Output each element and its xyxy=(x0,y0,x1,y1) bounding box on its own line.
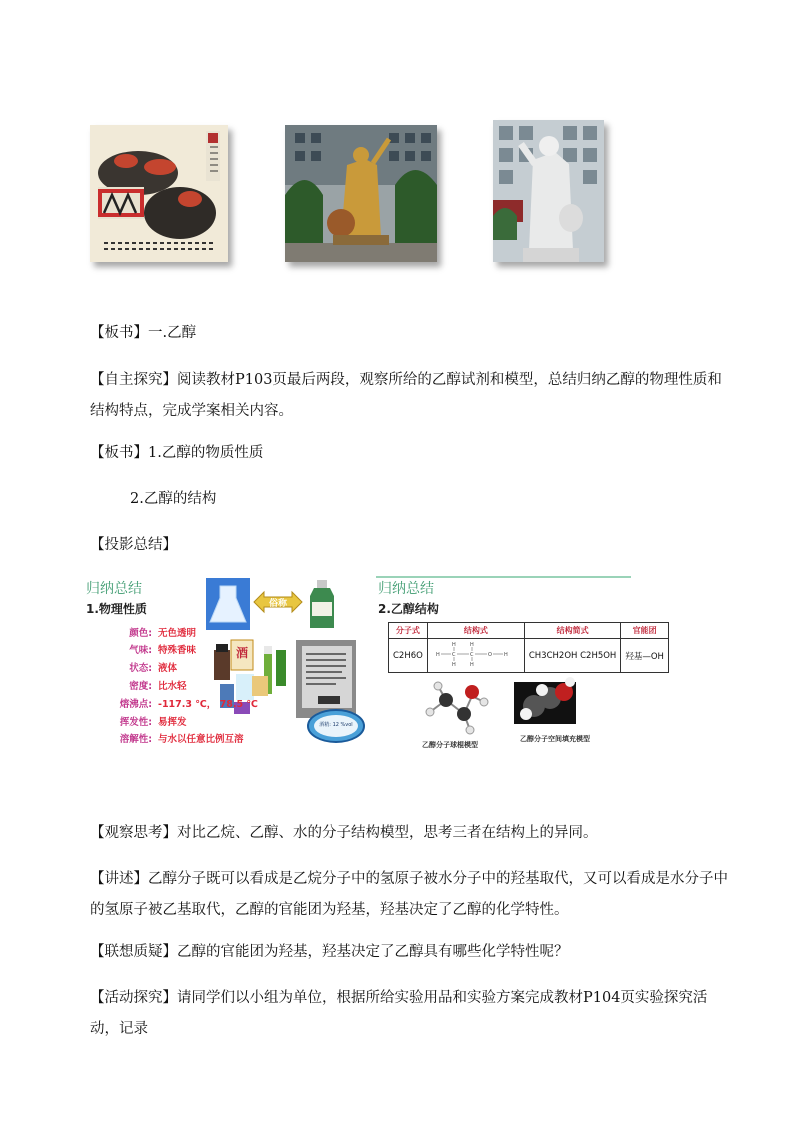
structural-formula-icon xyxy=(432,640,520,668)
paragraph-text: 乙醇分子既可以看成是乙烷分子中的氢原子被水分子中的羟基取代，又可以看成是水分子中的氢原子被乙基取代，乙醇的官能团为羟基，羟基决定了乙醇的化学特性。 xyxy=(90,871,728,918)
liquor-label-text: 酒 xyxy=(235,646,248,660)
board-item-2-paragraph xyxy=(130,484,770,515)
golden-statue-photo xyxy=(285,125,437,262)
table-header: 分子式 xyxy=(389,623,428,639)
question-paragraph xyxy=(90,937,730,968)
lecture-paragraph xyxy=(90,864,730,926)
self-study-paragraph xyxy=(90,365,730,427)
paragraph-text: 请同学们以小组为单位，根据所给实验用品和实验方案完成教材P104页实验探究活动，记录 xyxy=(90,990,708,1037)
projection-summary-paragraph xyxy=(90,530,730,561)
observation-paragraph xyxy=(90,818,730,849)
simplified-formula-cell: CH3CH2OH C2H5OH xyxy=(524,639,620,673)
prop-state: 状态: 液体 xyxy=(129,663,178,674)
paragraph-text: 一.乙醇 xyxy=(148,325,197,341)
prop-solubility: 溶解性: 与水以任意比例互溶 xyxy=(119,734,244,745)
table-header-row xyxy=(389,623,669,639)
svg-text:C: C xyxy=(469,652,474,658)
activity-paragraph xyxy=(90,983,730,1045)
prop-color: 颜色: 无色透明 xyxy=(129,628,197,639)
structure-title: 2.乙醇结构 xyxy=(378,602,439,616)
flask-icon xyxy=(206,578,250,630)
paragraph-bracket: 【自主探究】 xyxy=(90,372,177,388)
golden-statue-icon xyxy=(285,125,437,262)
bottle-icon xyxy=(304,576,340,632)
table-header: 官能团 xyxy=(621,623,669,639)
table-header: 结构式 xyxy=(427,623,524,639)
ink-painting-photo xyxy=(90,125,228,262)
svg-text:H: H xyxy=(451,662,456,668)
paragraph-text: 阅读教材P103页最后两段，观察所给的乙醇试剂和模型，总结归纳乙醇的物理性质和结构特点，完成学案相关内容。 xyxy=(90,372,722,419)
summary-slide xyxy=(86,574,664,750)
left-summary-title: 归纳总结 xyxy=(86,581,142,597)
ball-stick-model-icon xyxy=(426,682,488,734)
ink-painting-icon xyxy=(90,125,228,262)
board-item-1-paragraph xyxy=(90,438,730,469)
prop-density: 密度: 比水轻 xyxy=(129,681,187,692)
paragraph-bracket: 【观察思考】 xyxy=(90,825,177,841)
svg-text:C: C xyxy=(451,652,456,658)
paragraph-bracket: 【投影总结】 xyxy=(90,537,177,553)
space-filling-model-icon xyxy=(514,677,576,724)
svg-text:H: H xyxy=(469,642,474,648)
paragraph-bracket: 【联想质疑】 xyxy=(90,944,177,960)
paragraph-text: 2.乙醇的结构 xyxy=(130,491,217,507)
svg-text:O: O xyxy=(487,652,492,658)
table-row xyxy=(389,639,669,673)
prop-melting-boiling: 熔沸点: -117.3 ℃， 78.5 ℃ xyxy=(119,699,258,710)
arrow-label: 俗称 xyxy=(268,599,287,609)
molecular-formula-cell: C2H6O xyxy=(389,639,428,673)
structural-formula-cell xyxy=(427,639,524,673)
svg-text:H: H xyxy=(435,652,440,658)
table-header: 结构简式 xyxy=(524,623,620,639)
white-statue-photo xyxy=(493,120,604,262)
svg-text:H: H xyxy=(503,652,508,658)
board-title-paragraph xyxy=(90,318,730,349)
physical-properties-title: 1.物理性质 xyxy=(86,602,147,616)
prop-volatility: 挥发性: 易挥发 xyxy=(119,717,187,728)
svg-text:H: H xyxy=(451,642,456,648)
paragraph-bracket: 【活动探究】 xyxy=(90,990,177,1006)
paragraph-text: 1.乙醇的物质性质 xyxy=(148,445,264,461)
structure-table xyxy=(388,622,669,673)
wine-label-icon xyxy=(296,640,356,718)
paragraph-bracket: 【板书】 xyxy=(90,325,148,341)
space-filling-caption: 乙醇分子空间填充模型 xyxy=(520,735,590,743)
ball-stick-caption: 乙醇分子球棍模型 xyxy=(422,741,478,749)
prop-odor: 气味: 特殊香味 xyxy=(129,645,197,656)
white-statue-icon xyxy=(493,120,604,262)
paragraph-text: 对比乙烷、乙醇、水的分子结构模型，思考三者在结构上的异同。 xyxy=(177,825,598,841)
paragraph-text: 乙醇的官能团为羟基，羟基决定了乙醇具有哪些化学特性呢？ xyxy=(177,944,569,960)
paragraph-bracket: 【板书】 xyxy=(90,445,148,461)
paragraph-bracket: 【讲述】 xyxy=(90,871,148,887)
functional-group-cell: 羟基—OH xyxy=(621,639,669,673)
svg-text:H: H xyxy=(469,662,474,668)
bubble-text: 酒精: 12 %vol xyxy=(319,722,353,728)
right-summary-title: 归纳总结 xyxy=(378,581,434,597)
